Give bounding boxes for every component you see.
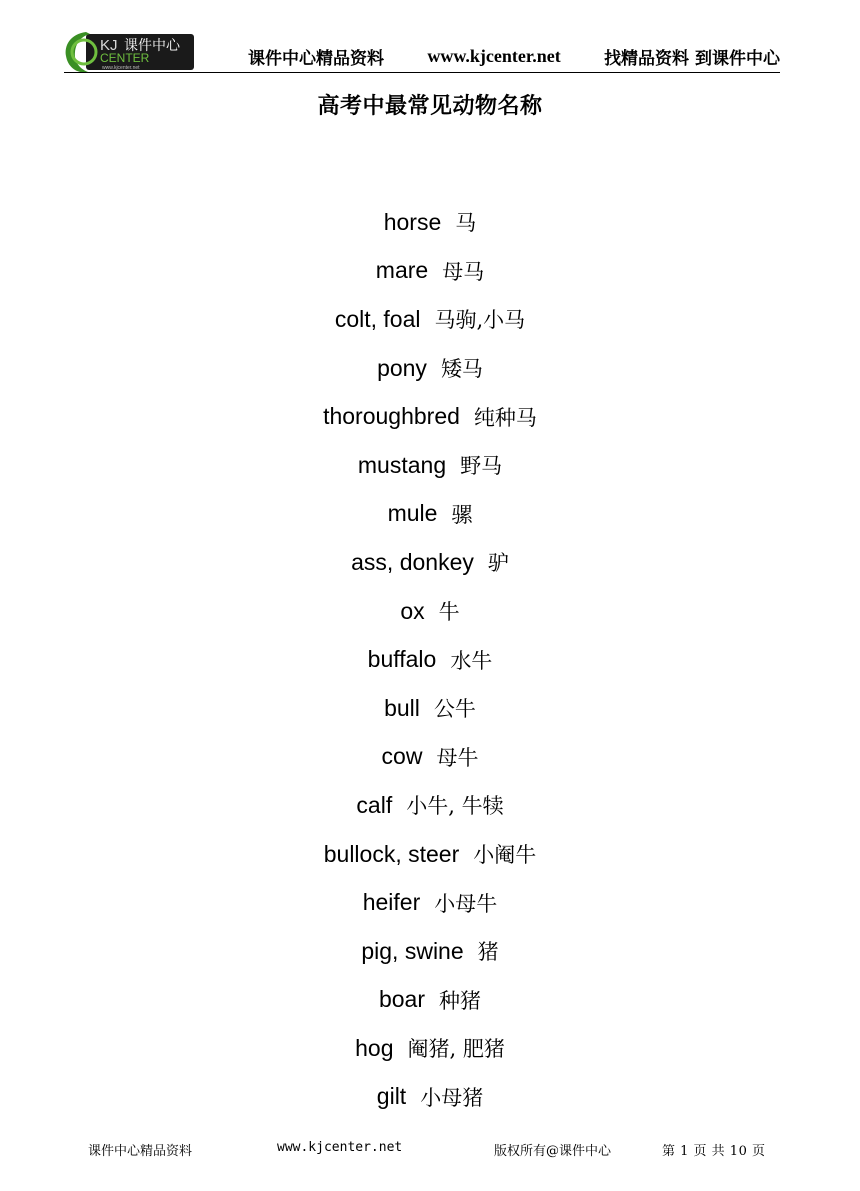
vocabulary-list — [0, 198, 860, 1121]
vocab-item — [0, 441, 860, 490]
vocab-chinese: 母马 — [442, 259, 485, 284]
vocab-chinese: 矮马 — [440, 357, 483, 382]
vocab-chinese: 公牛 — [433, 697, 476, 722]
vocab-chinese: 小母牛 — [434, 891, 498, 916]
vocab-item — [0, 976, 860, 1025]
vocab-english: ass, donkey — [351, 548, 474, 575]
vocab-item — [0, 587, 860, 636]
vocab-chinese: 骡 — [451, 502, 473, 527]
vocab-item — [0, 344, 860, 393]
vocab-chinese: 马驹,小马 — [434, 308, 526, 333]
vocab-english: bull — [384, 694, 420, 721]
vocab-chinese: 小母猪 — [420, 1085, 484, 1110]
vocab-item — [0, 392, 860, 441]
vocab-chinese: 水牛 — [450, 648, 493, 673]
footer-site-link[interactable]: www.kjcenter.net — [277, 1140, 403, 1155]
vocab-chinese: 马 — [455, 211, 477, 236]
vocab-item — [0, 1024, 860, 1073]
vocab-item — [0, 295, 860, 344]
vocab-chinese: 野马 — [460, 454, 503, 479]
vocab-english: thoroughbred — [323, 403, 460, 430]
vocab-item — [0, 781, 860, 830]
header-right-text: 找精品资料 到课件中心 — [604, 48, 780, 69]
vocab-item — [0, 247, 860, 296]
logo-text: 课件中心 — [124, 38, 180, 54]
vocab-item — [0, 733, 860, 782]
vocab-item — [0, 927, 860, 976]
footer-page-number: 第 1 页 共 10 页 — [662, 1144, 766, 1159]
vocab-chinese: 阉猪, 肥猪 — [407, 1037, 505, 1062]
vocab-english: calf — [356, 791, 393, 818]
logo-center-text: CENTER — [100, 51, 150, 65]
vocab-chinese: 小阉牛 — [473, 843, 537, 868]
vocab-item — [0, 830, 860, 879]
vocab-item — [0, 198, 860, 247]
header-site-link[interactable]: www.kjcenter.net — [427, 45, 561, 66]
vocab-english: heifer — [362, 889, 421, 916]
vocab-english: bullock, steer — [323, 840, 460, 867]
kjcenter-logo — [64, 30, 196, 74]
logo-letters: KJ — [100, 37, 118, 54]
vocab-chinese: 纯种马 — [473, 405, 537, 430]
document-title: 高考中最常见动物名称 — [317, 93, 543, 119]
vocab-chinese: 牛 — [438, 600, 460, 625]
vocab-english: mule — [387, 500, 438, 527]
vocab-chinese: 母牛 — [436, 745, 479, 770]
vocab-chinese: 猪 — [477, 940, 499, 965]
logo-url: www.kjcenter.net — [102, 65, 140, 71]
page-header — [248, 44, 780, 68]
vocab-item — [0, 490, 860, 539]
vocab-item — [0, 878, 860, 927]
vocab-english: pig, swine — [361, 937, 464, 964]
vocab-english: mustang — [357, 451, 447, 478]
vocab-english: cow — [381, 743, 423, 770]
vocab-english: mare — [375, 257, 429, 284]
vocab-item — [0, 538, 860, 587]
vocab-english: ox — [400, 597, 425, 624]
vocab-chinese: 小牛, 牛犊 — [406, 794, 504, 819]
vocab-item — [0, 684, 860, 733]
vocab-chinese: 种猪 — [439, 988, 482, 1013]
vocab-item — [0, 635, 860, 684]
header-left-text: 课件中心精品资料 — [248, 48, 384, 69]
vocab-english: buffalo — [367, 646, 437, 673]
vocab-english: colt, foal — [334, 305, 421, 332]
vocab-english: pony — [377, 354, 427, 381]
vocab-english: horse — [383, 208, 442, 235]
header-divider — [64, 72, 780, 73]
vocab-item — [0, 1073, 860, 1122]
vocab-chinese: 驴 — [487, 551, 509, 576]
vocab-english: hog — [355, 1034, 394, 1061]
footer-left-text: 课件中心精品资料 — [88, 1144, 193, 1159]
vocab-english: boar — [378, 986, 426, 1013]
vocab-english: gilt — [376, 1083, 407, 1110]
footer-copyright: 版权所有@课件中心 — [494, 1144, 612, 1159]
page-footer — [88, 1140, 778, 1160]
